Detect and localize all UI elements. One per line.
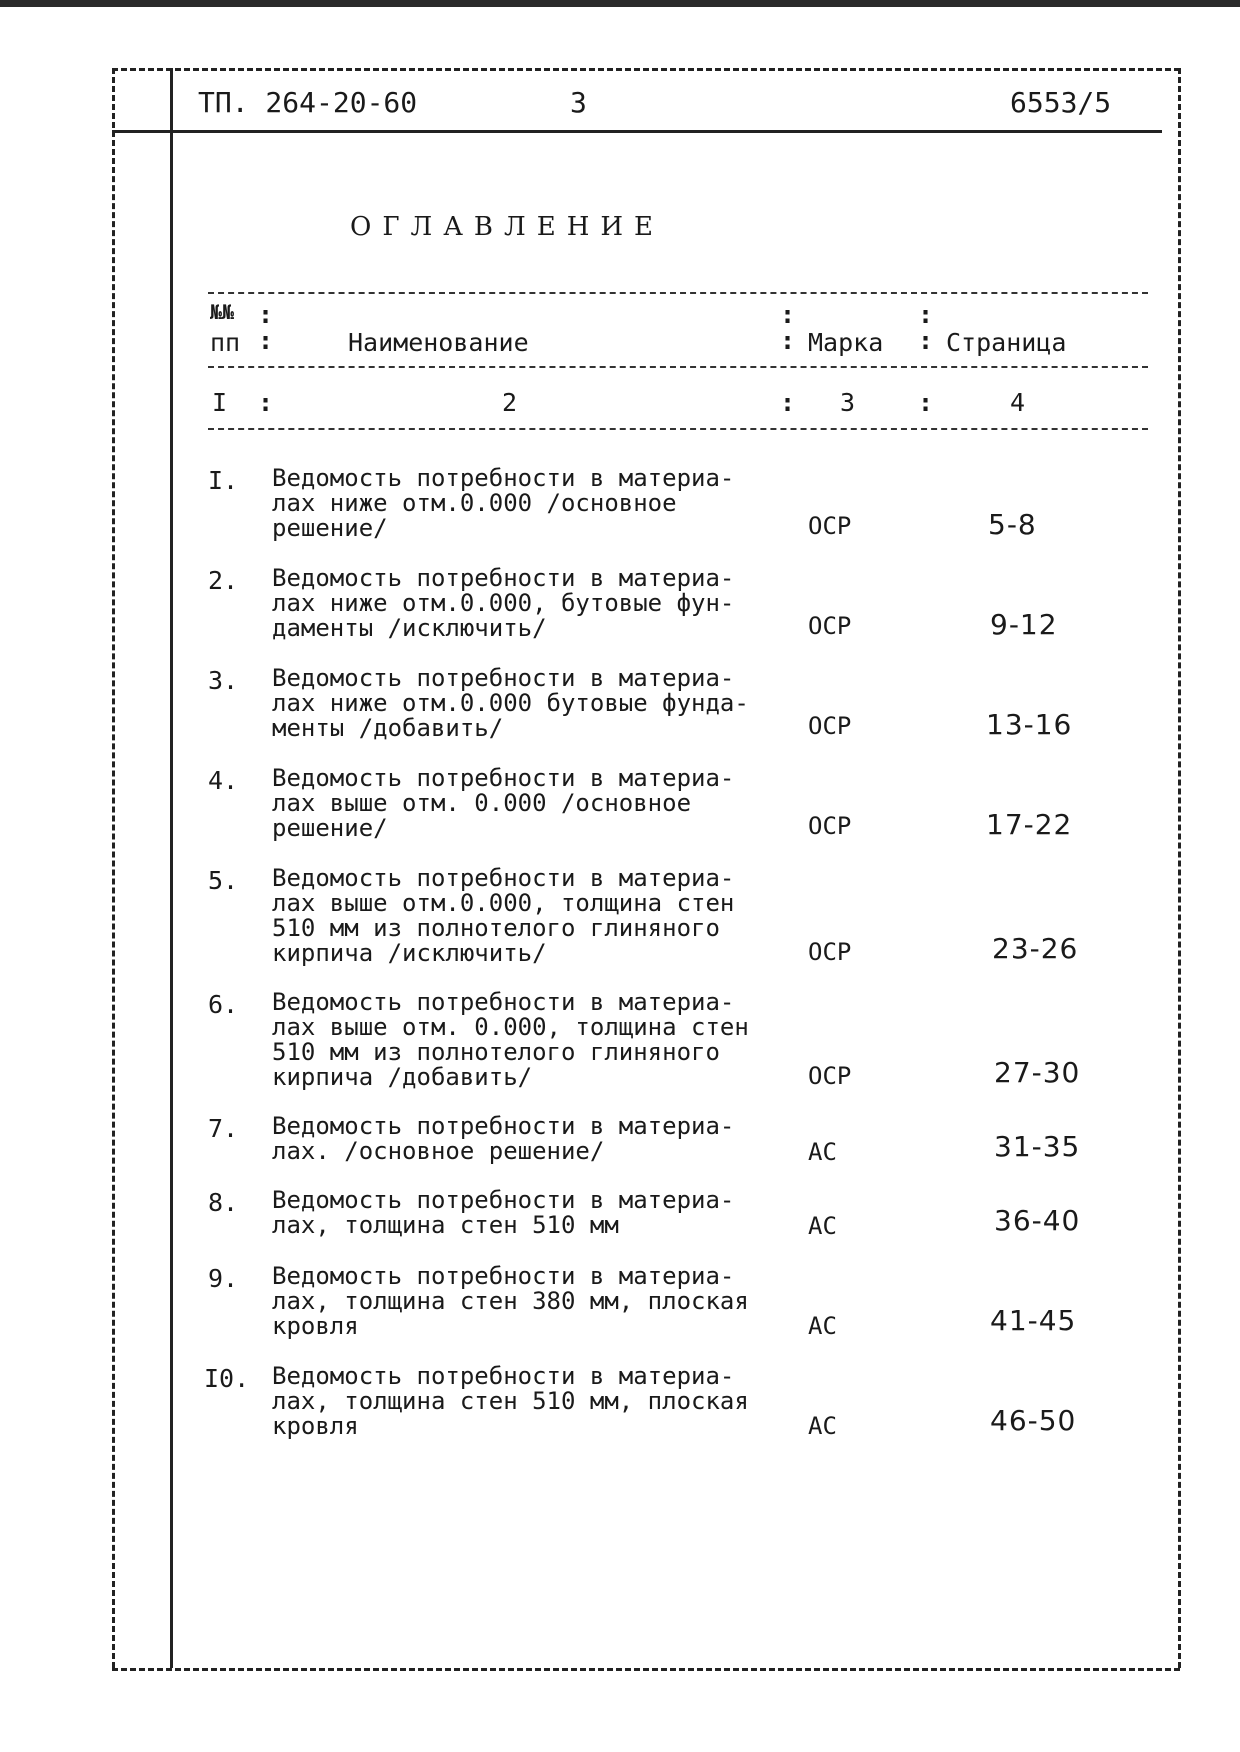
row-name: Ведомость потребности в материа- лах выше отм. 0.000, толщина стен 510 мм из полнотелого глиняного кирпича /добавить/ xyxy=(272,988,749,1091)
row-mark: АС xyxy=(808,1212,837,1240)
frame-right-border xyxy=(1178,68,1181,1668)
row-number: I. xyxy=(208,466,239,495)
row-number: 5. xyxy=(208,866,239,895)
row-mark: ОСР xyxy=(808,612,852,640)
row-pages: 5-8 xyxy=(988,508,1037,541)
sheet-number: 6553/5 xyxy=(1010,86,1112,119)
row-number: I0. xyxy=(204,1364,250,1393)
header-bottom-rule xyxy=(208,366,1148,368)
row-pages: 23-26 xyxy=(992,932,1079,965)
row-pages: 27-30 xyxy=(994,1056,1081,1089)
row-name: Ведомость потребности в материа- лах, толщина стен 510 мм xyxy=(272,1186,735,1239)
column-number: I xyxy=(212,388,228,417)
document-code: ТП. 264-20-60 xyxy=(198,86,418,119)
row-pages: 13-16 xyxy=(986,708,1073,741)
frame-bottom-border xyxy=(112,1668,1180,1671)
row-name: Ведомость потребности в материа- лах выше отм.0.000, толщина стен 510 мм из полнотелого глиняного кирпича /исключить/ xyxy=(272,864,735,967)
header-separator: : xyxy=(780,326,796,355)
row-mark: АС xyxy=(808,1412,837,1440)
page-number: 3 xyxy=(570,86,587,119)
column-number: 3 xyxy=(840,388,856,417)
header-separator: : xyxy=(258,326,274,355)
row-pages: 41-45 xyxy=(990,1304,1077,1337)
row-mark: ОСР xyxy=(808,812,852,840)
frame-top-border xyxy=(112,68,1180,71)
frame-binding-line xyxy=(170,68,173,1668)
row-number: 4. xyxy=(208,766,239,795)
row-number: 9. xyxy=(208,1264,239,1293)
row-number: 8. xyxy=(208,1188,239,1217)
table-top-rule xyxy=(208,292,1148,294)
header-num-line2: пп xyxy=(210,328,241,357)
header-rule xyxy=(112,130,1162,133)
header-page: Страница xyxy=(946,328,1067,357)
column-number: 4 xyxy=(1010,388,1026,417)
row-mark: ОСР xyxy=(808,512,852,540)
row-mark: АС xyxy=(808,1312,837,1340)
column-separator: : xyxy=(780,388,796,417)
header-mark: Марка xyxy=(808,328,884,357)
row-name: Ведомость потребности в материа- лах выше отм. 0.000 /основное решение/ xyxy=(272,764,735,842)
row-pages: 46-50 xyxy=(990,1404,1077,1437)
header-name: Наименование xyxy=(348,328,529,357)
header-separator: : xyxy=(918,326,934,355)
row-pages: 31-35 xyxy=(994,1130,1081,1163)
row-mark: ОСР xyxy=(808,938,852,966)
row-name: Ведомость потребности в материа- лах. /основное решение/ xyxy=(272,1112,735,1165)
column-separator: : xyxy=(258,388,274,417)
row-name: Ведомость потребности в материа- лах, толщина стен 510 мм, плоская кровля xyxy=(272,1362,749,1440)
page-title: ОГЛАВЛЕНИЕ xyxy=(350,212,665,242)
column-separator: : xyxy=(918,388,934,417)
row-pages: 17-22 xyxy=(986,808,1073,841)
row-mark: ОСР xyxy=(808,1062,852,1090)
row-name: Ведомость потребности в материа- лах ниже отм.0.000 бутовые фунда- менты /добавить/ xyxy=(272,664,749,742)
row-mark: АС xyxy=(808,1138,837,1166)
column-number: 2 xyxy=(502,388,518,417)
row-name: Ведомость потребности в материа- лах ниже отм.0.000, бутовые фун- даменты /исключить/ xyxy=(272,564,735,642)
row-number: 2. xyxy=(208,566,239,595)
scan-edge xyxy=(0,0,1240,7)
column-numbers-rule xyxy=(208,428,1148,430)
header-separator: : xyxy=(780,300,796,329)
header-separator: : xyxy=(258,300,274,329)
row-pages: 36-40 xyxy=(994,1204,1081,1237)
row-name: Ведомость потребности в материа- лах, толщина стен 380 мм, плоская кровля xyxy=(272,1262,749,1340)
row-number: 6. xyxy=(208,990,239,1019)
row-mark: ОСР xyxy=(808,712,852,740)
row-number: 3. xyxy=(208,666,239,695)
header-separator: : xyxy=(918,300,934,329)
row-pages: 9-12 xyxy=(990,608,1058,641)
frame-left-border xyxy=(112,68,115,1668)
header-num-line1: №№ xyxy=(210,300,235,324)
row-name: Ведомость потребности в материа- лах ниже отм.0.000 /основное решение/ xyxy=(272,464,735,542)
row-number: 7. xyxy=(208,1114,239,1143)
